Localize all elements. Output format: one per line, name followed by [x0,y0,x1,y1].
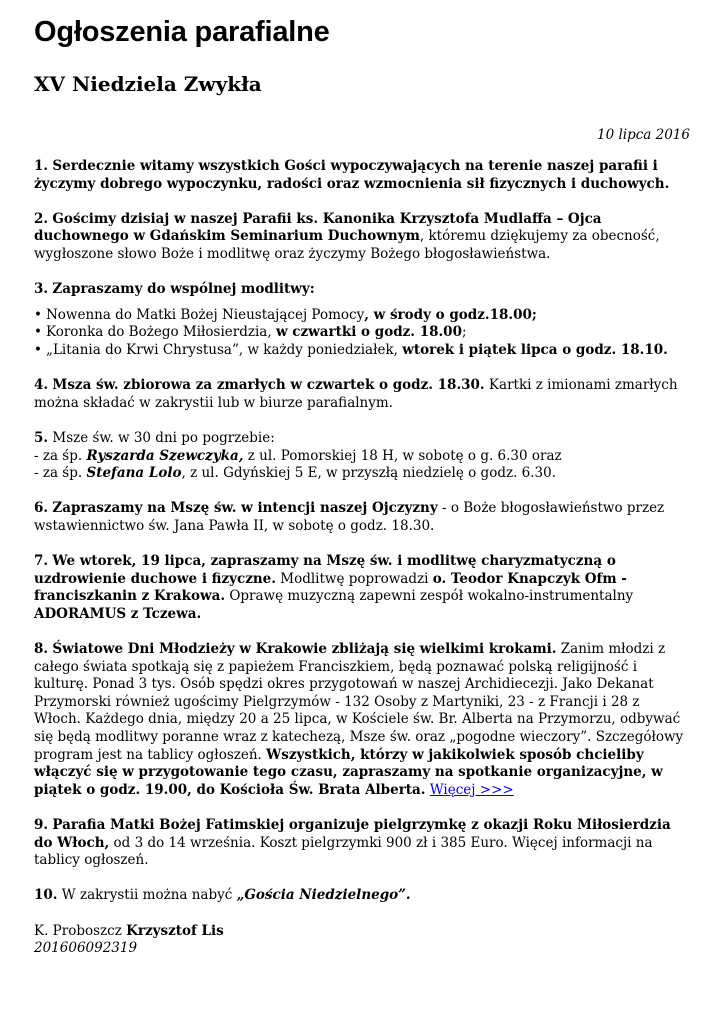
announcement-4-bold: Msza św. zbiorowa za zmarłych w czwartek o godz. 18.30. [52,377,485,394]
signature-name: Krzysztof Lis [126,922,224,939]
deceased-name: Stefana Lolo [86,465,182,482]
announcement-5 [34,430,690,483]
prayer-list-item-end: ; [461,324,467,341]
more-link[interactable]: Więcej >>> [429,781,514,798]
announcement-7-text-2: Oprawę muzyczną zapewni zespół wokalno-instrumentalny [225,588,634,605]
deceased-name: Ryszarda Szewczyka, [86,447,244,464]
signature-prefix: K. Proboszcz [34,922,127,939]
announcement-9 [34,817,690,870]
announcement-9-text: od 3 do 14 września. Koszt pielgrzymki 900 zł i 385 Euro. Więcej informacji na tablicy ogłoszeń. [34,834,653,869]
announcement-8-bold: Światowe Dni Młodzieży w Krakowie zbliżają się wielkimi krokami. [52,641,557,658]
announcement-3-heading: Zapraszamy do wspólnej modlitwy: [52,281,315,298]
mass-line-details: z ul. Pomorskiej 18 H, w sobotę o g. 6.30 oraz [243,447,562,464]
prayer-list-item-time: , w środy o godz.18.00; [364,306,537,323]
announcement-6-number: 6. [34,500,49,517]
announcement-6-text: - o Boże błogosławieństwo przez wstawiennictwo św. Jana Pawła II, w sobotę o godz. 18.30. [34,500,665,534]
announcement-7-text: Modlitwę poprowadzi [275,570,433,587]
announcement-1-number: 1. [34,158,49,174]
announcement-7-bold-3: ADORAMUS z Tczewa. [34,605,202,622]
prayer-list-item-text: Nowenna do Matki Bożej Nieustającej Pomocy [45,306,365,323]
announcement-4-text: Kartki z imionami zmarłych można składać w zakrystii lub w biurze parafialnym. [34,377,678,411]
announcement-4 [34,377,690,412]
announcement-9-number: 9. [34,816,49,833]
announcement-10-text: W zakrystii można nabyć [57,887,237,904]
announcements-content [34,158,690,975]
announcement-7 [34,553,690,623]
announcement-9-bold: Parafia Matki Bożej Fatimskiej organizuje pielgrzymkę z okazji Roku Miłosierdzia do Włoch, [34,816,671,851]
prayer-list-item [34,307,690,325]
announcement-8-bold-2: Wszystkich, którzy w jakikolwiek sposób chcieliby włączyć się w przygotowanie tego czasu, zapraszamy na spotkanie organizacyjne, w piątek o godz. 19.00, do Kościoła Św. Brata Alberta. [34,746,663,798]
announcement-2-number: 2. [34,210,49,227]
announcement-2-text: , któremu dziękujemy za obecność, wygłoszone słowo Boże i modlitwę oraz życzymy Bożego błogosławieństwa. [34,228,660,262]
page-subtitle: XV Niedziela Zwykła [34,72,262,96]
signature [34,923,690,958]
announcement-4-number: 4. [34,377,49,394]
announcement-1-text: Serdecznie witamy wszystkich Gości wypoczywających na terenie naszej parafii i życzymy dobrego wypoczynku, radości oraz wzmocnienia sił fizycznych i duchowych. [34,158,670,192]
announcement-6-bold: Zapraszamy na Mszę św. w intencji naszej Ojczyzny [52,500,438,517]
mass-line-prefix: - za śp. [34,465,87,482]
page-title: Ogłoszenia parafialne [34,16,330,48]
prayer-list-item-time: wtorek i piątek lipca o godz. 18.10. [402,341,668,358]
prayer-list-item-text: „Litania do Krwi Chrystusa”, w każdy poniedziałek, [45,341,403,358]
announcement-10-bold: „Gościa Niedzielnego”. [236,887,411,904]
mass-line-details: , z ul. Gdyńskiej 5 E, w przyszłą niedzielę o godz. 6.30. [181,465,557,482]
announcement-6 [34,500,690,535]
announcement-3-number: 3. [34,281,49,298]
announcement-8-number: 8. [34,641,49,658]
prayer-list-item-text: Koronka do Bożego Miłosierdzia, [45,324,276,341]
announcement-5-text: Msze św. w 30 dni po pogrzebie: [48,429,275,446]
announcement-8 [34,641,690,799]
announcement-5-number: 5. [34,429,49,446]
announcement-date: 10 lipca 2016 [596,127,690,143]
announcement-7-bold: We wtorek, 19 lipca, zapraszamy na Mszę św. i modlitwę charyzmatyczną o uzdrowienie duchowe i fizyczne. [34,553,616,587]
signature-code: 201606092319 [34,940,138,957]
announcement-8-text: Zanim młodzi z całego świata spotkają się z papieżem Franciszkiem, będą poznawać polską religijność i kulturę. Ponad 3 tys. Osób spędzi okres przygotowań w naszej Archidiecezji. Jako Dekanat Przymorski również ugościmy Pielgrzymów - 132 Osoby z Martyniki, 23 - z Francji i 28 z Włoch. Każdego dnia, między 20 a 25 lipca, w Kościele św. Br. Alberta na Przymorzu, odbywać się będą modlitwy poranne wraz z katechezą, Msze św. oraz „pogodne wieczory”. Szczegółowy program jest na tablicy ogłoszeń. [34,641,684,763]
announcement-2 [34,211,690,264]
mass-line-prefix: - za śp. [34,447,87,464]
prayer-list-item [34,324,690,342]
prayer-list [34,307,690,360]
announcement-10 [34,887,690,905]
announcement-7-bold-2: o. Teodor Knapczyk Ofm - franciszkanin z Krakowa. [34,570,627,605]
announcement-2-bold: Gościmy dzisiaj w naszej Parafii ks. Kanonika Krzysztofa Mudlaffa – Ojca duchownego w Gdańskim Seminarium Duchownym [34,210,602,245]
prayer-list-item [34,342,690,360]
announcement-10-number: 10. [34,887,58,904]
announcement-3 [34,281,690,299]
prayer-list-item-time: w czwartki o godz. 18.00 [275,324,462,341]
announcement-1 [34,158,690,193]
announcement-7-number: 7. [34,553,49,570]
